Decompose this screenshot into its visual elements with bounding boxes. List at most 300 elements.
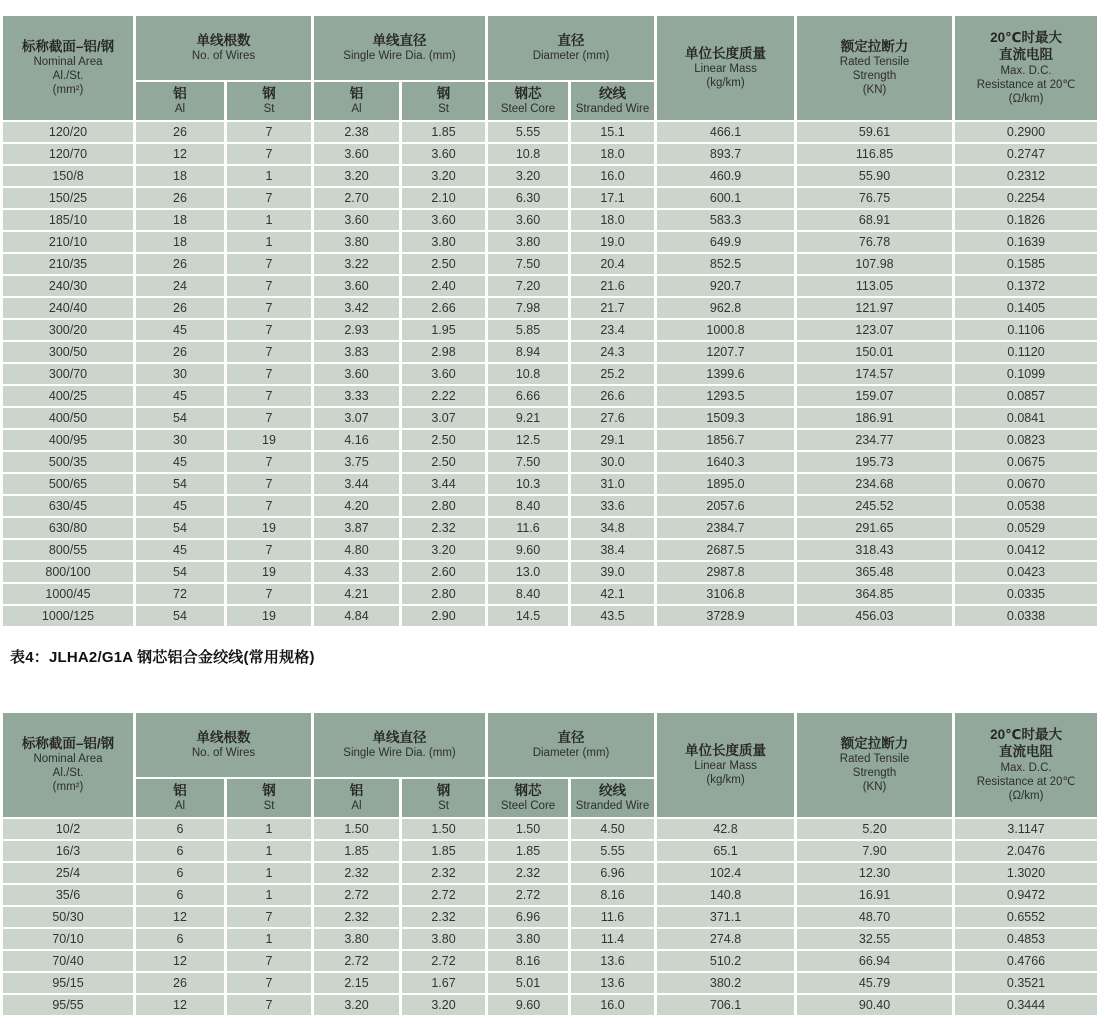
cell: 400/25 [3, 386, 133, 406]
cell: 26 [136, 122, 224, 142]
cell: 38.4 [571, 540, 654, 560]
cell: 8.94 [488, 342, 568, 362]
cell: 7 [227, 951, 311, 971]
table-header [3, 16, 1097, 120]
cell: 1.50 [488, 819, 568, 839]
cell: 2987.8 [657, 562, 794, 582]
cell: 1.3020 [955, 863, 1097, 883]
cell: 2.32 [488, 863, 568, 883]
cell: 13.6 [571, 951, 654, 971]
cell: 17.1 [571, 188, 654, 208]
header-nominal-area: 标称截面–铝/钢 Nominal Area Al./St. (mm²) [3, 713, 133, 817]
cell: 0.0538 [955, 496, 1097, 516]
header-group-single-dia: 单线直径 Single Wire Dia. (mm) [314, 713, 485, 777]
cell: 18 [136, 166, 224, 186]
cell: 123.07 [797, 320, 952, 340]
cell: 26 [136, 188, 224, 208]
cell: 195.73 [797, 452, 952, 472]
cell: 159.07 [797, 386, 952, 406]
cell: 2057.6 [657, 496, 794, 516]
cell: 0.6552 [955, 907, 1097, 927]
cell: 1.85 [402, 122, 485, 142]
cell: 45.79 [797, 973, 952, 993]
cell: 1895.0 [657, 474, 794, 494]
cell: 3106.8 [657, 584, 794, 604]
cell: 2.93 [314, 320, 399, 340]
table-row [3, 973, 1097, 993]
cell: 6 [136, 841, 224, 861]
cell: 30.0 [571, 452, 654, 472]
cell: 15.1 [571, 122, 654, 142]
cell: 1399.6 [657, 364, 794, 384]
cell: 1 [227, 841, 311, 861]
cell: 7 [227, 188, 311, 208]
cell: 6.96 [488, 907, 568, 927]
cell: 7 [227, 584, 311, 604]
cell: 1.50 [314, 819, 399, 839]
cell: 18 [136, 210, 224, 230]
header-nominal-area-en2: Al./St. [52, 70, 84, 83]
table-row [3, 885, 1097, 905]
cell: 1.50 [402, 819, 485, 839]
cell: 234.68 [797, 474, 952, 494]
cell: 3.1147 [955, 819, 1097, 839]
cell: 1.67 [402, 973, 485, 993]
cell: 45 [136, 452, 224, 472]
cell: 466.1 [657, 122, 794, 142]
cell: 7 [227, 254, 311, 274]
cell: 26.6 [571, 386, 654, 406]
table1-body [3, 122, 1097, 626]
cell: 174.57 [797, 364, 952, 384]
header-sub-wires-st: 钢 St [227, 779, 311, 817]
cell: 26 [136, 973, 224, 993]
cell: 210/35 [3, 254, 133, 274]
cell: 7.90 [797, 841, 952, 861]
cell: 0.2254 [955, 188, 1097, 208]
cell: 0.2900 [955, 122, 1097, 142]
cell: 9.60 [488, 995, 568, 1015]
cell: 4.21 [314, 584, 399, 604]
cell: 20.4 [571, 254, 654, 274]
cell: 4.50 [571, 819, 654, 839]
cell: 649.9 [657, 232, 794, 252]
cell: 2.50 [402, 452, 485, 472]
cell: 24 [136, 276, 224, 296]
cell: 113.05 [797, 276, 952, 296]
header-group-single-dia: 单线直径 Single Wire Dia. (mm) [314, 16, 485, 80]
cell: 3.20 [402, 540, 485, 560]
cell: 12.30 [797, 863, 952, 883]
cell: 1293.5 [657, 386, 794, 406]
cell: 7 [227, 386, 311, 406]
cell: 6 [136, 819, 224, 839]
cell: 6.96 [571, 863, 654, 883]
table-row [3, 210, 1097, 230]
table-row [3, 342, 1097, 362]
cell: 34.8 [571, 518, 654, 538]
cell: 2.72 [314, 951, 399, 971]
cell: 24.3 [571, 342, 654, 362]
cell: 12.5 [488, 430, 568, 450]
cell: 30 [136, 430, 224, 450]
cell: 2.72 [402, 885, 485, 905]
cell: 2.50 [402, 254, 485, 274]
cell: 95/55 [3, 995, 133, 1015]
cell: 8.40 [488, 584, 568, 604]
cell: 21.7 [571, 298, 654, 318]
cell: 3.07 [402, 408, 485, 428]
cell: 76.75 [797, 188, 952, 208]
table-caption: 表4：JLHA2/G1A 钢芯铝合金绞线(常用规格) [10, 649, 315, 666]
cell: 800/55 [3, 540, 133, 560]
table-row [3, 320, 1097, 340]
cell: 19 [227, 606, 311, 626]
cell: 4.16 [314, 430, 399, 450]
cell: 23.4 [571, 320, 654, 340]
cell: 16.91 [797, 885, 952, 905]
cell: 25/4 [3, 863, 133, 883]
cell: 54 [136, 474, 224, 494]
cell: 7 [227, 408, 311, 428]
cell: 0.0675 [955, 452, 1097, 472]
cell: 7.50 [488, 452, 568, 472]
cell: 150/8 [3, 166, 133, 186]
cell: 1207.7 [657, 342, 794, 362]
header-dc-resistance: 20℃时最大 直流电阻 Max. D.C. Resistance at 20℃ (Ω/km) [955, 16, 1097, 120]
cell: 3.80 [402, 929, 485, 949]
header-linear-mass: 单位长度质量 Linear Mass (kg/km) [657, 16, 794, 120]
cell: 10.8 [488, 364, 568, 384]
cell: 852.5 [657, 254, 794, 274]
cell: 3.20 [488, 166, 568, 186]
cell: 210/10 [3, 232, 133, 252]
cell: 380.2 [657, 973, 794, 993]
cell: 16/3 [3, 841, 133, 861]
table-row [3, 841, 1097, 861]
cell: 0.4766 [955, 951, 1097, 971]
header-sub-wires-al: 铝 Al [136, 82, 224, 120]
cell: 185/10 [3, 210, 133, 230]
header-group-wires: 单线根数 No. of Wires [136, 16, 311, 80]
cell: 32.55 [797, 929, 952, 949]
cell: 1.95 [402, 320, 485, 340]
cell: 2.98 [402, 342, 485, 362]
table-row [3, 496, 1097, 516]
header-nominal-area-en1: Nominal Area [33, 56, 103, 69]
cell: 25.2 [571, 364, 654, 384]
cell: 3.87 [314, 518, 399, 538]
cell: 4.80 [314, 540, 399, 560]
cell: 3.60 [314, 144, 399, 164]
cell: 10.8 [488, 144, 568, 164]
cell: 11.6 [488, 518, 568, 538]
cell: 1 [227, 863, 311, 883]
cell: 240/30 [3, 276, 133, 296]
cell: 8.16 [488, 951, 568, 971]
cell: 1509.3 [657, 408, 794, 428]
cell: 31.0 [571, 474, 654, 494]
cell: 3.07 [314, 408, 399, 428]
table-row [3, 386, 1097, 406]
cell: 3.80 [314, 232, 399, 252]
cell: 3.42 [314, 298, 399, 318]
cell: 7 [227, 144, 311, 164]
cell: 30 [136, 364, 224, 384]
cell: 2.80 [402, 496, 485, 516]
cell: 0.3444 [955, 995, 1097, 1015]
cell: 2687.5 [657, 540, 794, 560]
cell: 76.78 [797, 232, 952, 252]
cell: 12 [136, 144, 224, 164]
cell: 2.32 [402, 518, 485, 538]
table-row [3, 929, 1097, 949]
cell: 800/100 [3, 562, 133, 582]
cell: 245.52 [797, 496, 952, 516]
cell: 5.20 [797, 819, 952, 839]
cell: 19 [227, 562, 311, 582]
cell: 630/45 [3, 496, 133, 516]
cell: 11.4 [571, 929, 654, 949]
spec-table-2 [0, 711, 1100, 1017]
table-row [3, 907, 1097, 927]
cell: 3.60 [314, 276, 399, 296]
cell: 66.94 [797, 951, 952, 971]
table-row [3, 863, 1097, 883]
header-group-wires: 单线根数 No. of Wires [136, 713, 311, 777]
cell: 7 [227, 496, 311, 516]
header-nominal-area [3, 16, 133, 120]
cell: 21.6 [571, 276, 654, 296]
cell: 2.10 [402, 188, 485, 208]
cell: 9.21 [488, 408, 568, 428]
cell: 0.1826 [955, 210, 1097, 230]
header-sub-wires-al: 铝 Al [136, 779, 224, 817]
cell: 90.40 [797, 995, 952, 1015]
cell: 500/35 [3, 452, 133, 472]
cell: 7.50 [488, 254, 568, 274]
cell: 6 [136, 885, 224, 905]
cell: 7 [227, 364, 311, 384]
cell: 59.61 [797, 122, 952, 142]
table-row [3, 254, 1097, 274]
cell: 3.22 [314, 254, 399, 274]
cell: 10/2 [3, 819, 133, 839]
cell: 0.0841 [955, 408, 1097, 428]
table-row [3, 144, 1097, 164]
cell: 893.7 [657, 144, 794, 164]
cell: 54 [136, 562, 224, 582]
cell: 26 [136, 342, 224, 362]
cell: 3.20 [314, 995, 399, 1015]
cell: 583.3 [657, 210, 794, 230]
cell: 19 [227, 518, 311, 538]
cell: 3.20 [402, 995, 485, 1015]
cell: 5.01 [488, 973, 568, 993]
cell: 2.0476 [955, 841, 1097, 861]
cell: 7.98 [488, 298, 568, 318]
cell: 0.0529 [955, 518, 1097, 538]
cell: 12 [136, 907, 224, 927]
cell: 1.85 [402, 841, 485, 861]
cell: 0.0335 [955, 584, 1097, 604]
cell: 54 [136, 408, 224, 428]
cell: 0.2312 [955, 166, 1097, 186]
cell: 8.16 [571, 885, 654, 905]
cell: 150/25 [3, 188, 133, 208]
cell: 2.66 [402, 298, 485, 318]
cell: 48.70 [797, 907, 952, 927]
cell: 4.20 [314, 496, 399, 516]
cell: 2.15 [314, 973, 399, 993]
cell: 0.9472 [955, 885, 1097, 905]
cell: 12 [136, 995, 224, 1015]
cell: 1.85 [314, 841, 399, 861]
cell: 630/80 [3, 518, 133, 538]
cell: 5.55 [571, 841, 654, 861]
cell: 1000/125 [3, 606, 133, 626]
cell: 26 [136, 298, 224, 318]
cell: 2.22 [402, 386, 485, 406]
cell: 55.90 [797, 166, 952, 186]
cell: 460.9 [657, 166, 794, 186]
table-row [3, 540, 1097, 560]
cell: 18 [136, 232, 224, 252]
cell: 3.80 [314, 929, 399, 949]
cell: 510.2 [657, 951, 794, 971]
header-nominal-area-en3: (mm²) [52, 84, 84, 97]
table-row [3, 518, 1097, 538]
spec-table-1 [0, 14, 1100, 628]
cell: 120/70 [3, 144, 133, 164]
cell: 0.0670 [955, 474, 1097, 494]
cell: 2.32 [402, 863, 485, 883]
cell: 2.90 [402, 606, 485, 626]
cell: 50/30 [3, 907, 133, 927]
cell: 6 [136, 863, 224, 883]
cell: 7 [227, 298, 311, 318]
cell: 121.97 [797, 298, 952, 318]
cell: 16.0 [571, 166, 654, 186]
cell: 6.30 [488, 188, 568, 208]
cell: 300/70 [3, 364, 133, 384]
cell: 500/65 [3, 474, 133, 494]
cell: 2.32 [402, 907, 485, 927]
cell: 10.3 [488, 474, 568, 494]
cell: 234.77 [797, 430, 952, 450]
cell: 3.33 [314, 386, 399, 406]
cell: 7 [227, 973, 311, 993]
cell: 0.1405 [955, 298, 1097, 318]
table-header [3, 713, 1097, 817]
cell: 3.44 [402, 474, 485, 494]
cell: 42.1 [571, 584, 654, 604]
cell: 13.6 [571, 973, 654, 993]
table-row [3, 188, 1097, 208]
cell: 116.85 [797, 144, 952, 164]
cell: 0.3521 [955, 973, 1097, 993]
header-sub-dia-al: 铝 Al [314, 82, 399, 120]
cell: 70/40 [3, 951, 133, 971]
cell: 365.48 [797, 562, 952, 582]
cell: 0.0412 [955, 540, 1097, 560]
table-row [3, 995, 1097, 1015]
cell: 14.5 [488, 606, 568, 626]
cell: 140.8 [657, 885, 794, 905]
cell: 3.60 [402, 364, 485, 384]
cell: 4.84 [314, 606, 399, 626]
cell: 120/20 [3, 122, 133, 142]
cell: 1 [227, 232, 311, 252]
cell: 7 [227, 995, 311, 1015]
cell: 2.70 [314, 188, 399, 208]
cell: 7 [227, 276, 311, 296]
cell: 0.1106 [955, 320, 1097, 340]
cell: 18.0 [571, 144, 654, 164]
table-row [3, 232, 1097, 252]
cell: 26 [136, 254, 224, 274]
cell: 0.1639 [955, 232, 1097, 252]
cell: 3.44 [314, 474, 399, 494]
cell: 3.20 [314, 166, 399, 186]
cell: 2.80 [402, 584, 485, 604]
cell: 371.1 [657, 907, 794, 927]
cell: 2.38 [314, 122, 399, 142]
cell: 3.80 [488, 929, 568, 949]
cell: 2.40 [402, 276, 485, 296]
cell: 4.33 [314, 562, 399, 582]
header-sub-steel-core: 钢芯 Steel Core [488, 82, 568, 120]
cell: 45 [136, 320, 224, 340]
cell: 600.1 [657, 188, 794, 208]
cell: 186.91 [797, 408, 952, 428]
cell: 1 [227, 819, 311, 839]
cell: 0.4853 [955, 929, 1097, 949]
cell: 2.72 [402, 951, 485, 971]
cell: 3.83 [314, 342, 399, 362]
cell: 7 [227, 474, 311, 494]
cell: 107.98 [797, 254, 952, 274]
cell: 102.4 [657, 863, 794, 883]
cell: 8.40 [488, 496, 568, 516]
table-row [3, 122, 1097, 142]
cell: 7 [227, 122, 311, 142]
cell: 0.1120 [955, 342, 1097, 362]
cell: 1000/45 [3, 584, 133, 604]
cell: 3.60 [314, 210, 399, 230]
cell: 2.60 [402, 562, 485, 582]
cell: 2.32 [314, 907, 399, 927]
cell: 150.01 [797, 342, 952, 362]
cell: 45 [136, 386, 224, 406]
cell: 3.60 [402, 210, 485, 230]
cell: 0.1099 [955, 364, 1097, 384]
cell: 16.0 [571, 995, 654, 1015]
cell: 9.60 [488, 540, 568, 560]
table2-body [3, 819, 1097, 1015]
cell: 54 [136, 518, 224, 538]
cell: 70/10 [3, 929, 133, 949]
cell: 68.91 [797, 210, 952, 230]
cell: 300/20 [3, 320, 133, 340]
cell: 33.6 [571, 496, 654, 516]
cell: 291.65 [797, 518, 952, 538]
cell: 19.0 [571, 232, 654, 252]
cell: 400/50 [3, 408, 133, 428]
cell: 0.0338 [955, 606, 1097, 626]
cell: 3.60 [402, 144, 485, 164]
cell: 3.60 [488, 210, 568, 230]
